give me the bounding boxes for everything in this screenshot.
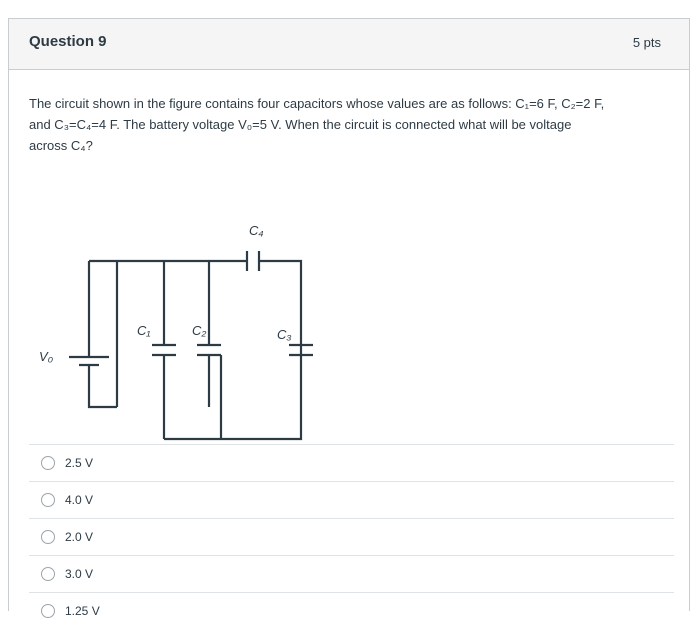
radio-button[interactable] <box>41 493 55 507</box>
question-text-line: The circuit shown in the figure contains four capacitors whose values are as follows: C₁=6 F, C₂=2 F, <box>29 96 605 111</box>
answer-label: 3.0 V <box>65 567 94 581</box>
v0-label: V₀ <box>39 349 54 364</box>
answer-label: 1.25 V <box>65 604 100 618</box>
c3-label: C₃ <box>277 327 292 342</box>
answer-option[interactable] <box>29 592 674 629</box>
question-title: Question 9 <box>29 33 107 50</box>
c1-label: C₁ <box>137 323 151 338</box>
answer-option[interactable] <box>29 555 674 592</box>
circuit-diagram <box>9 199 689 449</box>
question-card <box>8 18 690 618</box>
answer-label: 2.0 V <box>65 530 94 544</box>
answer-option[interactable] <box>29 481 674 518</box>
question-header <box>9 19 689 70</box>
battery-return-wire <box>89 365 117 407</box>
right-bottom-wire <box>164 261 301 439</box>
radio-button[interactable] <box>41 530 55 544</box>
c4-label: C₄ <box>249 223 264 238</box>
question-points: 5 pts <box>632 35 661 50</box>
c2-label: C₂ <box>192 323 207 338</box>
radio-button[interactable] <box>41 604 55 618</box>
radio-button[interactable] <box>41 567 55 581</box>
question-text <box>29 93 669 156</box>
answer-label: 4.0 V <box>65 493 94 507</box>
answer-option[interactable] <box>29 444 674 481</box>
question-text-line: across C₄? <box>29 138 93 153</box>
answer-option[interactable] <box>29 518 674 555</box>
radio-button[interactable] <box>41 456 55 470</box>
answer-label: 2.5 V <box>65 456 94 470</box>
answer-list <box>29 444 674 629</box>
question-text-line: and C₃=C₄=4 F. The battery voltage V₀=5 V. When the circuit is connected what will be voltage <box>29 117 572 132</box>
